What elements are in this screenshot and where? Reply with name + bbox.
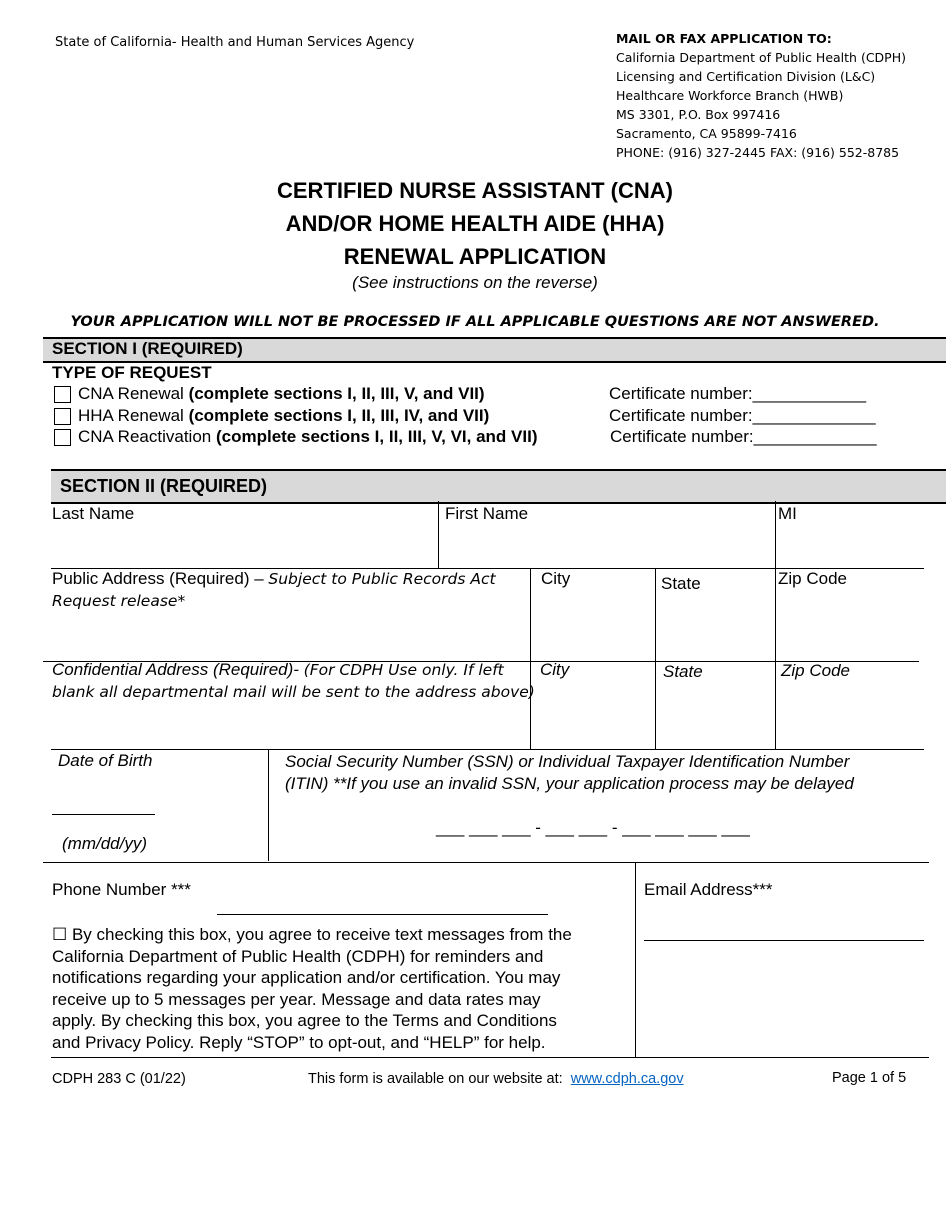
address-divider xyxy=(530,569,531,749)
last-name-label: Last Name xyxy=(52,504,135,523)
warning-text: YOUR APPLICATION WILL NOT BE PROCESSED IF ALL APPLICABLE QUESTIONS ARE NOT ANSWERED. xyxy=(70,314,880,330)
option-detail: (complete sections I, II, III, V, and VII) xyxy=(188,384,485,403)
section1-header: SECTION I (REQUIRED) xyxy=(52,339,243,358)
public-address-note: Subject to Public Records Act xyxy=(268,570,496,588)
sms-consent-checkbox-line[interactable]: ☐ By checking this box, you agree to receive text messages from the xyxy=(52,925,572,944)
option-name: CNA Renewal xyxy=(78,384,184,403)
page-subtitle: (See instructions on the reverse) xyxy=(352,273,598,292)
page-title xyxy=(0,174,950,273)
hha-renewal-cert-number[interactable]: Certificate number:_____________ xyxy=(609,406,876,425)
page-number: Page 1 of 5 xyxy=(832,1070,907,1086)
sms-consent xyxy=(52,924,572,1053)
ssn-input[interactable]: ___ ___ ___ - ___ ___ - ___ ___ ___ ___ xyxy=(436,818,750,837)
option-detail: (complete sections I, II, III, V, VI, and VII) xyxy=(215,427,538,446)
title-line: AND/OR HOME HEALTH AIDE (HHA) xyxy=(285,211,665,236)
option-name: HHA Renewal xyxy=(78,406,184,425)
conf-zip-input[interactable] xyxy=(778,686,918,746)
public-address-input[interactable] xyxy=(52,614,526,658)
public-address-label-text: Public Address (Required) – xyxy=(52,569,269,588)
public-state-input[interactable] xyxy=(659,598,771,658)
sms-consent-line: apply. By checking this box, you agree to the Terms and Conditions xyxy=(52,1011,557,1030)
phone-input-line xyxy=(217,914,548,915)
option-name: CNA Reactivation xyxy=(78,427,212,446)
name-divider xyxy=(438,501,439,569)
mail-to-block xyxy=(616,29,906,162)
mail-to-line: Healthcare Workforce Branch (HWB) xyxy=(616,88,844,103)
phone-label: Phone Number *** xyxy=(52,880,191,899)
mail-to-line: MS 3301, P.O. Box 997416 xyxy=(616,107,781,122)
public-zip-label: Zip Code xyxy=(778,569,847,588)
mail-to-heading: MAIL OR FAX APPLICATION TO: xyxy=(616,31,832,46)
cna-renewal-checkbox[interactable] xyxy=(54,386,71,403)
title-line: RENEWAL APPLICATION xyxy=(343,244,607,269)
phone-email-divider xyxy=(635,862,636,1058)
confidential-address-label-text: Confidential Address (Required)- xyxy=(52,660,304,679)
public-city-input[interactable] xyxy=(536,594,652,658)
dob-input[interactable] xyxy=(52,780,252,814)
ssn-label-line-2: (ITIN) **If you use an invalid SSN, your application process may be delayed xyxy=(285,774,854,793)
cna-renewal-option xyxy=(78,384,485,404)
public-state-label: State xyxy=(661,574,701,593)
public-zip-input[interactable] xyxy=(778,594,918,658)
ssn-label-line-1: Social Security Number (SSN) or Individual Taxpayer Identification Number xyxy=(285,752,850,771)
cna-reactivation-option xyxy=(78,427,537,447)
dob-row-line xyxy=(43,862,929,863)
conf-state-label: State xyxy=(663,662,703,681)
option-detail: (complete sections I, II, III, IV, and VII) xyxy=(188,406,490,425)
email-label: Email Address*** xyxy=(644,880,773,899)
website-note xyxy=(308,1071,684,1087)
cna-reactivation-checkbox[interactable] xyxy=(54,429,71,446)
website-text: This form is available on our website at: xyxy=(308,1071,563,1087)
mi-label: MI xyxy=(778,504,797,523)
mail-to-line: Licensing and Certification Division (L&C) xyxy=(616,69,876,84)
confidential-address-note-2: blank all departmental mail will be sent to the address above) xyxy=(52,683,535,701)
sms-consent-line: notifications regarding your application and/or certification. You may xyxy=(52,968,561,987)
sms-consent-line: California Department of Public Health (CDPH) for reminders and xyxy=(52,946,544,966)
title-line: CERTIFIED NURSE ASSISTANT (CNA) xyxy=(277,178,673,203)
sms-consent-line: and Privacy Policy. Reply “STOP” to opt-out, and “HELP” for help. xyxy=(52,1032,546,1052)
conf-state-input[interactable] xyxy=(659,686,771,746)
section2-bottom-line xyxy=(51,1057,929,1058)
phone-input[interactable] xyxy=(217,884,548,914)
dob-input-line xyxy=(52,814,155,815)
website-link[interactable]: www.cdph.ca.gov xyxy=(570,1071,684,1087)
cna-reactivation-cert-number[interactable]: Certificate number:_____________ xyxy=(610,427,877,446)
dob-format: (mm/dd/yy) xyxy=(62,834,147,853)
first-name-input[interactable] xyxy=(442,522,772,566)
cna-renewal-cert-number[interactable]: Certificate number:____________ xyxy=(609,384,867,403)
hha-renewal-option xyxy=(78,406,489,426)
public-address-label xyxy=(52,569,496,589)
agency-name: State of California- Health and Human Services Agency xyxy=(55,35,415,50)
first-name-label: First Name xyxy=(445,504,529,523)
address-divider xyxy=(655,569,656,749)
form-id: CDPH 283 C (01/22) xyxy=(52,1071,186,1087)
conf-city-input[interactable] xyxy=(536,684,652,746)
confidential-address-note: (For CDPH Use only. If left xyxy=(303,661,504,679)
mi-input[interactable] xyxy=(778,522,918,566)
confidential-address-row-line xyxy=(51,749,924,750)
last-name-input[interactable] xyxy=(52,522,436,566)
mail-to-line: PHONE: (916) 327-2445 FAX: (916) 552-8785 xyxy=(616,145,900,160)
mail-to-line: California Department of Public Health (CDPH) xyxy=(616,50,906,65)
address-divider xyxy=(775,569,776,749)
name-divider xyxy=(775,501,776,569)
section2-header: SECTION II (REQUIRED) xyxy=(60,476,268,496)
conf-city-label: City xyxy=(540,660,570,679)
conf-zip-label: Zip Code xyxy=(781,661,850,680)
email-input[interactable] xyxy=(644,908,924,940)
public-city-label: City xyxy=(541,569,571,588)
sms-consent-line: receive up to 5 messages per year. Message and data rates may xyxy=(52,989,541,1009)
email-input-line xyxy=(644,940,924,941)
type-of-request-label: TYPE OF REQUEST xyxy=(52,363,212,382)
public-address-note-2: Request release* xyxy=(52,592,186,610)
dob-label: Date of Birth xyxy=(58,751,153,770)
hha-renewal-checkbox[interactable] xyxy=(54,408,71,425)
dob-divider xyxy=(268,749,269,861)
confidential-address-label xyxy=(52,660,504,680)
confidential-address-input[interactable] xyxy=(52,706,526,746)
mail-to-line: Sacramento, CA 95899-7416 xyxy=(616,126,797,141)
